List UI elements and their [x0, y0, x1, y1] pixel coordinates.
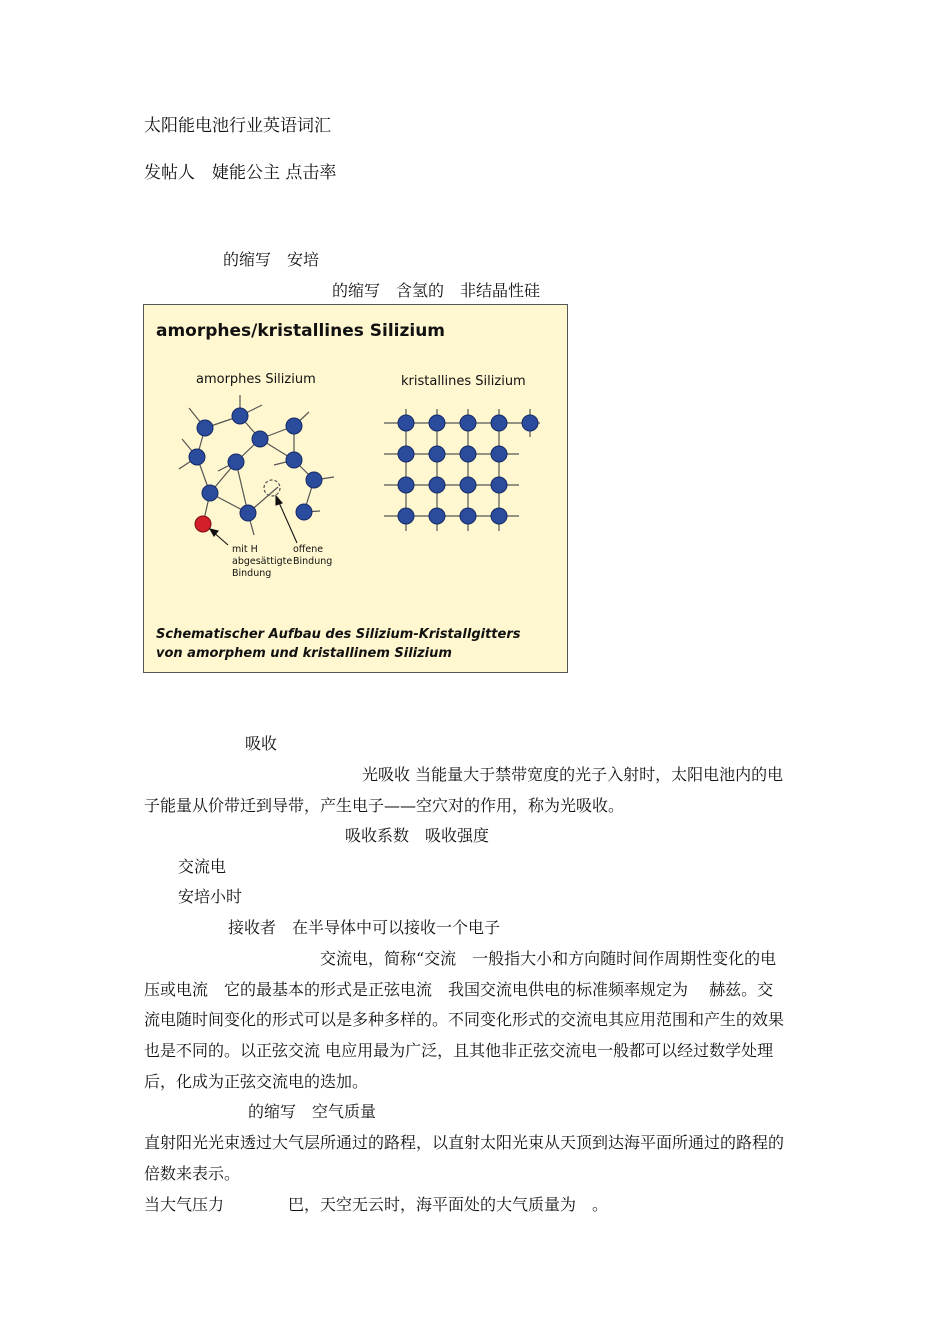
si-atom: [232, 408, 248, 424]
annotation-arrows: [210, 496, 297, 545]
text-line: 当大气压力 巴，天空无云时，海平面处的大气质量为 。: [144, 1195, 609, 1214]
text-line: 交流电，简称“交流 一般指大小和方向随时间作周期性变化的电: [320, 949, 777, 968]
si-atom: [252, 431, 268, 447]
si-atom: [460, 477, 476, 493]
text-line: 的缩写 安培: [223, 250, 320, 269]
hydrogen-atom: [195, 516, 211, 532]
si-atom: [460, 446, 476, 462]
text-line: 接收者 在半导体中可以接收一个电子: [228, 918, 501, 937]
si-atom: [197, 420, 213, 436]
figure-caption-2: von amorphem und kristallinem Silizium: [156, 646, 452, 661]
si-atom: [429, 415, 445, 431]
annotation-hydrogen-3: Bindung: [232, 568, 272, 579]
si-atom: [460, 508, 476, 524]
text-line: 的缩写 空气质量: [248, 1102, 377, 1121]
si-atom: [228, 454, 244, 470]
si-atom: [460, 415, 476, 431]
si-atom: [429, 446, 445, 462]
document-title: 太阳能电池行业英语词汇: [144, 116, 331, 136]
annotation-hydrogen-1: mit H: [232, 544, 258, 555]
text-line: 也是不同的。以正弦交流 电应用最为广泛，且其他非正弦交流电一般都可以经过数学处理: [144, 1041, 774, 1060]
text-line: 流电随时间变化的形式可以是多种多样的。不同变化形式的交流电其应用范围和产生的效果: [144, 1010, 785, 1029]
figure-caption-1: Schematischer Aufbau des Silizium-Kristallgitters: [156, 627, 521, 642]
annotation-hydrogen-2: abgesättigte: [232, 556, 293, 567]
byline: 发帖人 婕能公主 点击率: [144, 163, 337, 183]
silicon-lattice-diagram: [144, 305, 567, 672]
si-atom: [491, 477, 507, 493]
text-line: 压或电流 它的最基本的形式是正弦电流 我国交流电供电的标准频率规定为 赫兹。交: [144, 980, 774, 999]
si-atom: [491, 415, 507, 431]
si-atom: [240, 505, 256, 521]
si-atom: [306, 472, 322, 488]
si-atom: [491, 446, 507, 462]
text-line: 后，化成为正弦交流电的迭加。: [144, 1072, 369, 1091]
si-atom: [398, 446, 414, 462]
text-line: 子能量从价带迁到导带，产生电子——空穴对的作用，称为光吸收。: [144, 796, 625, 815]
text-line: 交流电: [178, 857, 227, 876]
annotation-open-1: offene: [293, 544, 324, 555]
figure-title: amorphes/kristallines Silizium: [156, 321, 446, 341]
si-atom: [398, 508, 414, 524]
si-atom: [398, 415, 414, 431]
si-atom: [286, 452, 302, 468]
text-line: 吸收: [245, 734, 278, 753]
silicon-structure-figure: [143, 304, 568, 673]
si-atom: [398, 477, 414, 493]
text-line: 直射阳光光束透过大气层所通过的路程，以直射太阳光束从天顶到达海平面所通过的路程的: [144, 1133, 785, 1152]
si-atom: [286, 418, 302, 434]
si-atom: [189, 449, 205, 465]
label-crystalline: kristallines Silizium: [401, 374, 526, 389]
text-line: 光吸收 当能量大于禁带宽度的光子入射时，太阳电池内的电: [362, 765, 784, 784]
label-amorphous: amorphes Silizium: [196, 372, 316, 387]
si-atom: [429, 477, 445, 493]
amorphous-atoms: [189, 408, 322, 521]
annotation-open-2: Bindung: [293, 556, 333, 567]
text-line: 的缩写 含氢的 非结晶性硅: [332, 281, 541, 300]
si-atom: [296, 504, 312, 520]
si-atom: [522, 415, 538, 431]
si-atom: [429, 508, 445, 524]
si-atom: [202, 485, 218, 501]
si-atom: [491, 508, 507, 524]
text-line: 倍数来表示。: [144, 1164, 241, 1183]
text-line: 安培小时: [178, 887, 243, 906]
text-line: 吸收系数 吸收强度: [345, 826, 490, 845]
